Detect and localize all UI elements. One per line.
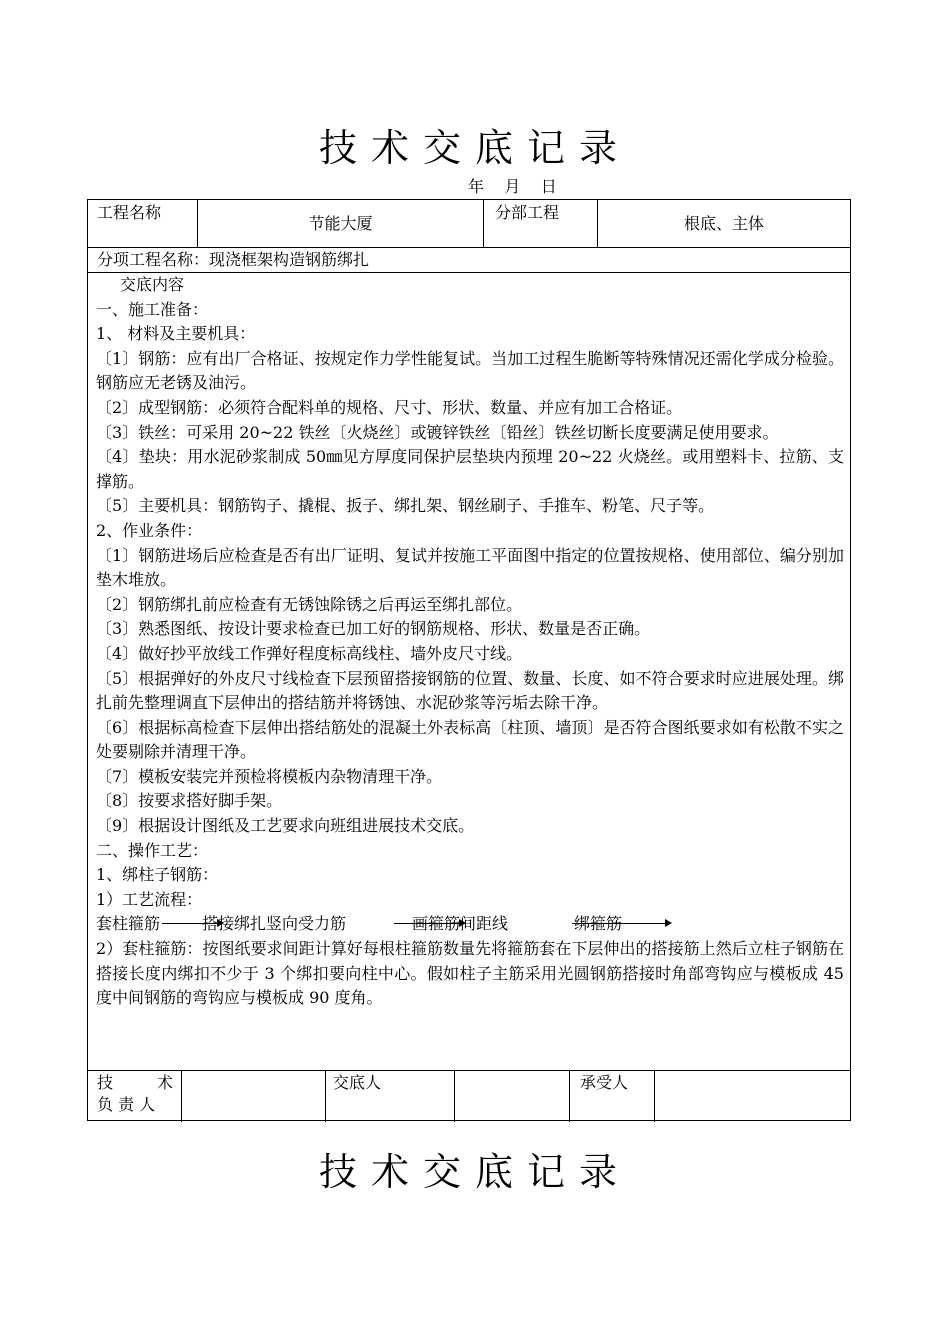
date-line: 年 月 日 bbox=[468, 177, 557, 196]
content-paragraph: 2）套柱箍筋：按图纸要求间距计算好每根柱箍筋数量先将箍筋套在下层伸出的搭接筋上然后立柱子钢筋在搭接长度内绑扣不少于 3 个绑扣要向柱中心。假如柱子主筋采用光圆钢筋搭接时角部弯钩应与模板成 45 度中间钢筋的弯钩应与模板成 90 度角。 bbox=[96, 939, 844, 1008]
division-value: 根底、主体 bbox=[683, 214, 764, 233]
content-paragraph: 一、施工准备： bbox=[96, 299, 209, 319]
content-paragraph: 〔2〕成型钢筋：必须符合配料单的规格、尺寸、形状、数量、并应有加工合格证。 bbox=[96, 397, 683, 417]
flow-step: 套柱箍筋 bbox=[96, 914, 161, 934]
document-title: 技术交底记录 bbox=[318, 126, 631, 170]
project-name-label: 工程名称 bbox=[97, 203, 162, 222]
content-paragraph: 〔9〕根据设计图纸及工艺要求向班组进展技术交底。 bbox=[96, 816, 475, 836]
flow-step: 绑箍筋 bbox=[574, 914, 623, 934]
content-intro: 交底内容 bbox=[120, 275, 185, 294]
subitem-name: 分项工程名称：现浇框架构造钢筋绑扎 bbox=[97, 250, 370, 269]
content-paragraph: 1、 材料及主要机具： bbox=[96, 324, 256, 344]
content-paragraph: 〔8〕按要求搭好脚手架。 bbox=[96, 791, 283, 811]
flow-step: 画箍筋间距线 bbox=[412, 914, 509, 934]
content-paragraph: 〔5〕根据弹好的外皮尺寸线检查下层预留搭接钢筋的位置、数量、长度、如不符合要求时应进展处理。绑扎前先整理调直下层伸出的搭结筋并将锈蚀、水泥砂浆等污垢去除干净。 bbox=[96, 668, 844, 713]
content-paragraph: 1、绑柱子钢筋： bbox=[96, 865, 219, 885]
record-table bbox=[87, 199, 851, 1121]
process-flow bbox=[96, 912, 844, 937]
content-paragraph: 〔1〕钢筋进场后应检查是否有出厂证明、复试并按施工平面图中指定的位置按规格、使用部位、编分别加垫木堆放。 bbox=[96, 545, 844, 590]
content-paragraph: 〔1〕钢筋：应有出厂合格证、按规定作力学性能复试。当加工过程生脆断等特殊情况还需化学成分检验。钢筋应无老锈及油污。 bbox=[96, 348, 844, 393]
project-name-value: 节能大厦 bbox=[308, 214, 373, 233]
content-paragraph: 1）工艺流程： bbox=[96, 889, 203, 909]
tech-lead-label: 技 术 负 责 人 bbox=[97, 1073, 173, 1114]
content-paragraph: 〔3〕熟悉图纸、按设计要求检查已加工好的钢筋规格、形状、数量是否正确。 bbox=[96, 619, 651, 639]
content-paragraph: 2、作业条件： bbox=[96, 520, 203, 540]
content-paragraph: 〔5〕主要机具：钢筋钩子、撬棍、扳子、绑扎架、钢丝刷子、手推车、粉笔、尺子等。 bbox=[96, 496, 715, 516]
division-label: 分部工程 bbox=[495, 203, 560, 222]
content-paragraph: 二、操作工艺： bbox=[96, 840, 209, 860]
content-paragraph: 〔4〕垫块：用水泥砂浆制成 50㎜见方厚度同保护层垫块内预埋 20~22 火烧丝。或用塑料卡、拉筋、支撑筋。 bbox=[96, 447, 844, 491]
content-paragraph: 〔3〕铁丝：可采用 20~22 铁丝〔火烧丝〕或镀锌铁丝〔铅丝〕铁丝切断长度要满足使用要求。 bbox=[96, 422, 779, 442]
content-paragraph: 〔4〕做好抄平放线工作弹好程度标高线柱、墙外皮尺寸线。 bbox=[96, 643, 523, 663]
disclosure-content bbox=[96, 273, 844, 1011]
receiver-label: 承受人 bbox=[580, 1073, 629, 1092]
content-paragraph: 〔2〕钢筋绑扎前应检查有无锈蚀除锈之后再运至绑扎部位。 bbox=[96, 594, 523, 614]
content-paragraph: 〔7〕模板安装完并预检将模板内杂物清理干净。 bbox=[96, 766, 443, 786]
flow-step: 搭接绑扎竖向受力筋 bbox=[202, 914, 347, 934]
document-title-next: 技术交底记录 bbox=[318, 1150, 631, 1194]
content-paragraph: 〔6〕根据标高检查下层伸出搭结筋处的混凝土外表标高〔柱顶、墙顶〕是否符合图纸要求如有松散不实之处要剔除并清理干净。 bbox=[96, 717, 844, 762]
presenter-label: 交底人 bbox=[333, 1073, 382, 1092]
